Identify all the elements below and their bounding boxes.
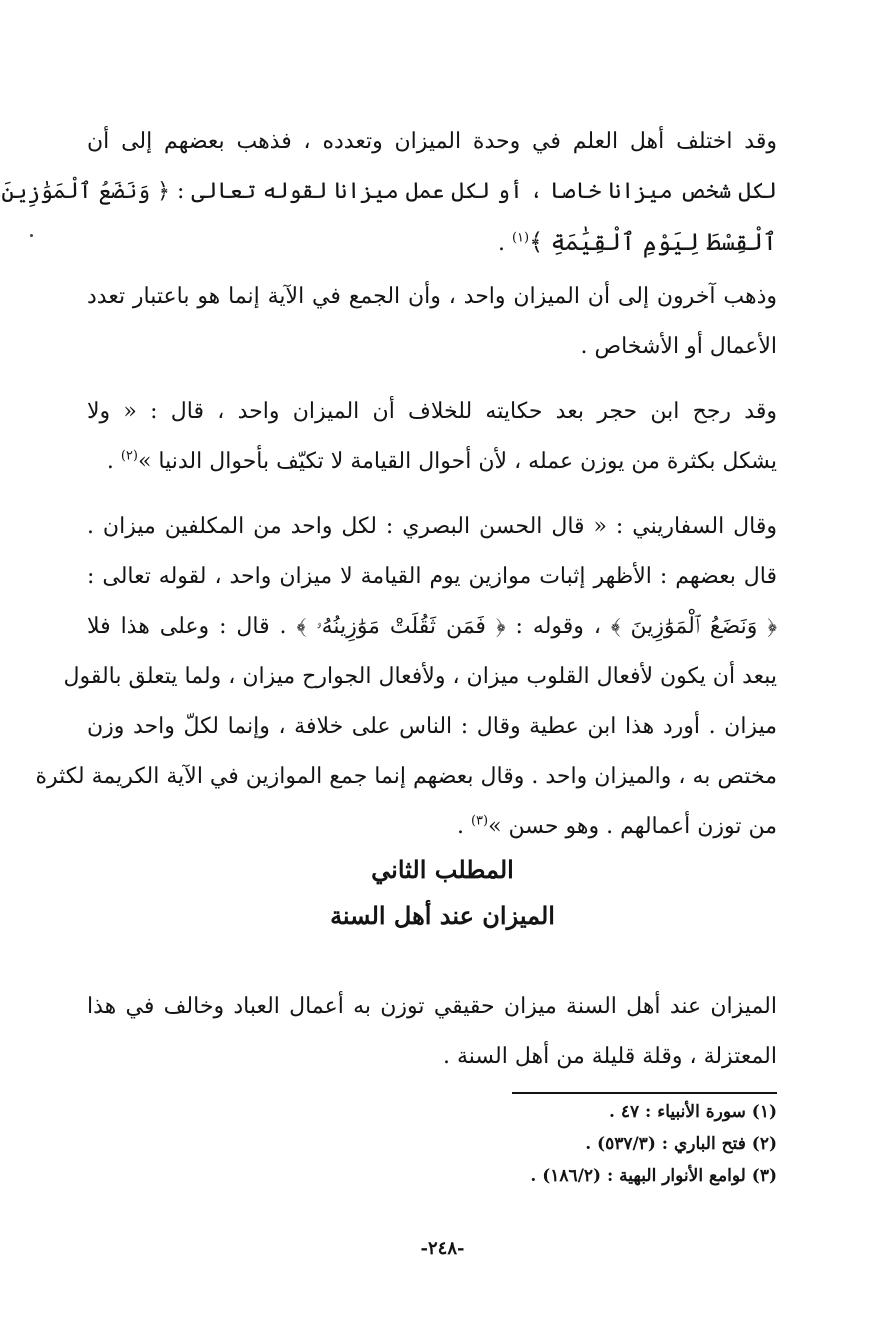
quran-verse: ٱلْقِسْطَ لِيَوْمِ ٱلْقِيَٰمَةِ ﴾ <box>529 228 777 256</box>
text-line <box>87 802 777 852</box>
section-subtitle: الميزان عند أهل السنة <box>330 901 555 930</box>
text-line: ﴿ وَنَضَعُ ٱلْمَوَٰزِينَ ﴾ ، وقوله : ﴿ فَمَن ثَقُلَتْ مَوَٰزِينُهُۥ ﴾ . قال : وعلى هذا فلا <box>87 614 777 639</box>
text-line <box>87 437 777 487</box>
paragraph-single-mizan-view <box>87 272 777 372</box>
paragraph-safarini <box>35 502 777 852</box>
footnote-marker: (٣) <box>470 813 489 829</box>
footnote-marker: (١) <box>511 230 530 246</box>
text-line: وذهب آخرون إلى أن الميزان واحد ، وأن الجمع في الآية إنما هو باعتبار تعدد <box>87 284 777 309</box>
text-line: قال بعضهم : الأظهر إثبات موازين يوم القيامة لا ميزان واحد ، لقوله تعالى : <box>87 564 777 589</box>
paragraph-ibn-hajar <box>87 387 777 487</box>
line-body: من توزن أعمالهم . وهو حسن » <box>488 814 777 839</box>
page-number: -٢٤٨- <box>420 1238 465 1259</box>
stray-ink-dot <box>30 234 33 237</box>
text-line: وقال السفاريني : « قال الحسن البصري : لكل واحد من المكلفين ميزان . <box>87 514 777 539</box>
text-line: يبعد أن يكون لأفعال القلوب ميزان ، ولأفعال الجوارح ميزان ، ولما يتعلق بالقول <box>63 664 777 689</box>
line-tail: . <box>497 231 512 256</box>
line-tail: . <box>106 449 121 474</box>
footnote-item: (٢) فتح الباري : (٥٣٧/٣) . <box>585 1134 777 1154</box>
footnote-marker: (٢) <box>120 448 138 464</box>
text-line: وقد اختلف أهل العلم في وحدة الميزان وتعدده ، فذهب بعضهم إلى أن <box>87 129 777 154</box>
text-line: وقد رجح ابن حجر بعد حكايته للخلاف أن الميزان واحد ، قال : « ولا <box>87 399 777 424</box>
text-line: مختص به ، والميزان واحد . وقال بعضهم إنما جمع الموازين في الآية الكريمة لكثرة <box>35 764 777 789</box>
section-title: المطلب الثاني <box>371 855 514 884</box>
paragraph-mizan-disagreement <box>1 117 777 267</box>
text-line: ميزان . أورد هذا ابن عطية وقال : الناس على خلافة ، وإنما لكلّ واحد وزن <box>87 714 777 739</box>
text-line: المعتزلة ، وقلة قليلة من أهل السنة . <box>443 1044 777 1069</box>
footnote-divider <box>512 1092 777 1094</box>
text-line: لكل شخص ميزانا خاصا ، أو لكل عمل ميزانا لقوله تعالى : ﴿ وَنَضَعُ ٱلْمَوَٰزِينَ <box>1 179 777 204</box>
text-line: الميزان عند أهل السنة ميزان حقيقي توزن به أعمال العباد وخالف في هذا <box>87 994 777 1019</box>
line-tail: . <box>456 814 471 839</box>
footnote-item: (١) سورة الأنبياء : ٤٧ . <box>608 1102 777 1122</box>
footnote-item: (٣) لوامع الأنوار البهية : (١٨٦/٢) . <box>530 1166 777 1186</box>
paragraph-ahl-sunnah <box>87 982 777 1082</box>
text-line <box>87 217 777 267</box>
line-body: يشكل بكثرة من يوزن عمله ، لأن أحوال القيامة لا تكيّف بأحوال الدنيا » <box>137 449 777 474</box>
text-line: الأعمال أو الأشخاص . <box>580 334 777 359</box>
footnotes <box>277 1096 777 1192</box>
